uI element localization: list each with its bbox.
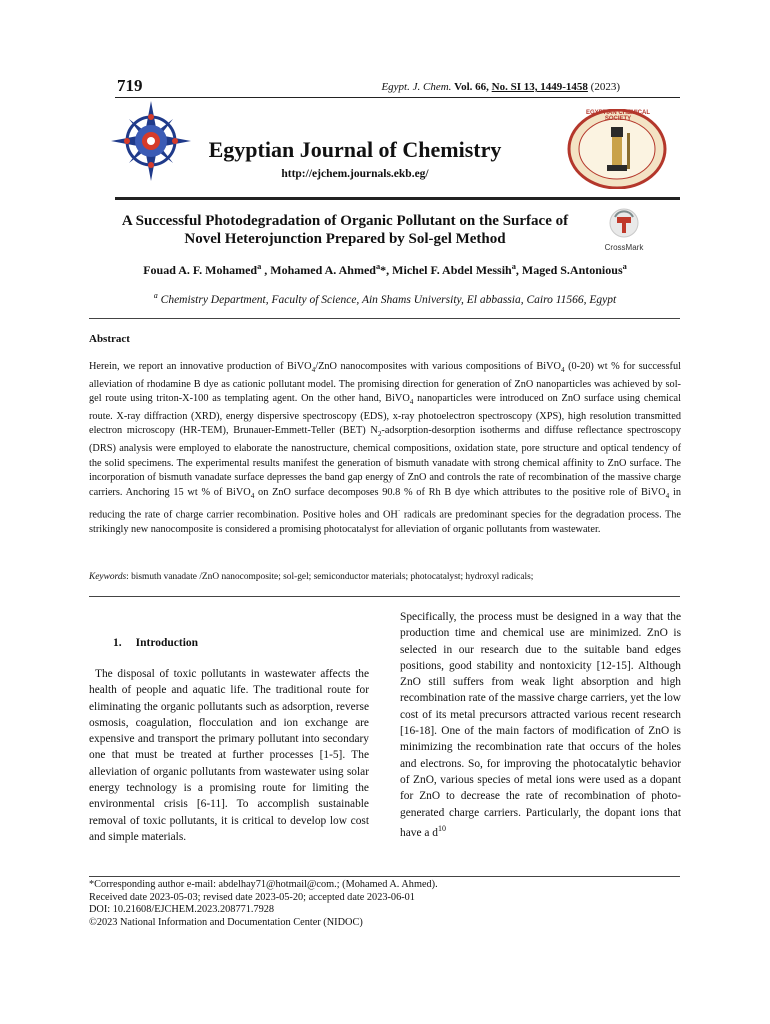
issue-pages: No. SI 13, 1449-1458: [491, 81, 588, 93]
subscript: 4: [665, 491, 670, 500]
author-affil-marker: a: [511, 262, 516, 271]
author-list: [105, 262, 665, 278]
article-title-line-2: Novel Heterojunction Prepared by Sol-gel Method: [184, 231, 506, 247]
left-column-text: The disposal of toxic pollutants in wastewater affects the health of people and aquatic life. The traditional route for eliminating the organic pollutants such as adsorption, reverse osmosis, coagulation, flocculation and ion exchange are expensive and transport the primary pollutant into secondary one that must be treated at further processes [1-5]. The alleviation of organic pollutants from wastewater using solar energy technology is a promising route for limiting the environmental crisis [6-11]. To accomplish sustainable removal of toxic pollutants, it is critical to develop low cost and simple materials.: [89, 668, 369, 843]
footnote-rule: [89, 876, 680, 877]
journal-url-link[interactable]: http://ejchem.journals.ekb.eg/: [281, 168, 429, 180]
author-affil-marker: a: [622, 262, 627, 271]
author-affil-marker: a: [257, 262, 262, 271]
section-rule: [89, 318, 680, 319]
corresponding-marker: *: [380, 263, 387, 277]
abstract-text: in reducing the rate of charge carrier recombination. Positive holes and OH: [89, 486, 681, 520]
abstract-heading: Abstract: [89, 333, 130, 345]
abstract-body: [89, 360, 681, 537]
section-number: 1.: [113, 637, 122, 649]
right-column-text: [400, 609, 681, 841]
superscript: ·: [397, 506, 401, 515]
subscript: 4: [409, 398, 414, 407]
page-number: 719: [117, 76, 143, 95]
keywords-rule: [89, 596, 680, 597]
section-heading: [113, 637, 198, 649]
journal-abbreviation: Egypt. J. Chem.: [381, 81, 452, 93]
copyright-note: ©2023 National Information and Documentation Center (NIDOC): [89, 916, 363, 928]
article-title-line-1: A Successful Photodegradation of Organic Pollutant on the Surface of: [121, 213, 569, 229]
society-logo-text: EGYPTIAN CHEMICAL SOCIETY: [585, 110, 650, 122]
journal-citation: [340, 81, 620, 93]
author-name: , Michel F. Abdel Messih: [386, 263, 512, 277]
superscript: 10: [437, 823, 446, 833]
section-title: Introduction: [135, 637, 199, 649]
subscript: 4: [311, 366, 316, 375]
crossmark-icon: [598, 207, 650, 239]
affiliation: [100, 291, 670, 306]
footnotes: [89, 879, 681, 929]
year: (2023): [590, 81, 620, 93]
article-title: [100, 212, 590, 248]
right-column-body: Specifically, the process must be designed in a way that the production time and chemical use are minimized. ZnO is selected in our research due to the suitable band edges positions, good stability and nontoxicity [12-15]. Although ZnO still suffers from weak light absorption and high recombination rate of the massive charge carriers, yet the low cost of its metal precursors attracted various recent research [16-18]. One of the main factors of modification of ZnO is minimizing the recombination rate that occurs of the holes and electrons. So, for improving the photocatalytic behavior of ZnO, various species of metal ions were used as a dopant for ZnO to decrease the rate of recombination of photo-generated charge carriers. Particularly, the dopant ions that have a d: [400, 611, 681, 839]
subscript: 4: [560, 366, 565, 375]
doi-note: DOI: 10.21608/EJCHEM.2023.208771.7928: [89, 904, 275, 916]
affiliation-text: Chemistry Department, Faculty of Science, Ain Shams University, El abbassia, Cairo 11566, Egypt: [157, 293, 617, 306]
keywords: [89, 572, 681, 582]
abstract-text: Herein, we report an innovative production of BiVO: [89, 361, 312, 372]
header-rule: [115, 97, 680, 98]
dates-note: Received date 2023-05-03; revised date 2023-05-20; accepted date 2023-06-01: [89, 891, 415, 903]
abstract-text: on ZnO surface decomposes 90.8 % of Rh B dye which attributes to the positive role of BiVO: [254, 486, 666, 498]
corresponding-author-note: *Corresponding author e-mail: abdelhay71@hotmail@com.; (Mohamed A. Ahmed).: [89, 879, 438, 890]
volume: Vol. 66,: [454, 81, 489, 93]
author-name: Fouad A. F. Mohamed: [143, 263, 258, 277]
author-name: , Mohamed A. Ahmed: [261, 263, 376, 277]
author-name: , Maged S.Antonious: [515, 263, 623, 277]
crossmark-badge[interactable]: [598, 207, 650, 252]
author-affil-marker: a: [375, 262, 381, 271]
abstract-text: radicals are predominant species for the degradation process. The strikingly new nanocomposite is considered a promising photocatalyst for alleviation of organic pollutants from wastewater.: [89, 508, 682, 535]
crossmark-label: CrossMark: [604, 243, 644, 252]
abstract-text: nanoparticles were introduced on ZnO surface using chemical route. X-ray diffraction (XRD), energy dispersive spectroscopy (EDS), x-ray photoelectron spectroscopy (XPS), high resolution transmitted electron microscopy (HR-TEM), Brunauer-Emmett-Teller (BET) N: [89, 393, 681, 437]
subscript: 2: [377, 430, 382, 439]
abstract-text: (0-20) wt % for successful alleviation of rhodamine B dye as cationic pollutant model. The promising direction for generation of ZnO nanoparticles was achieved by sol-gel route using triton-X-100 as templating agent. On the other hand, BiVO: [89, 361, 681, 405]
abstract-text: -adsorption-desorption isotherms and diffuse reflectance spectroscopy (DRS) analysis were employed to elaborate the nanostructure, chemical compositions, oxidation state, pore structure and optical tendency of the solid specimens. The experimental results manifest the generation of bismuth vanadate with strong chemical affinity to ZnO surface. The incorporation of bismuth vanadate surface depresses the band gap energy of ZnO and controls the rate of recombination of the massive charge carriers. Anchoring 15 wt % of BiVO: [89, 425, 681, 498]
subscript: 4: [250, 491, 255, 500]
journal-title: Egyptian Journal of Chemistry: [208, 137, 502, 162]
keywords-text: : bismuth vanadate /ZnO nanocomposite; sol-gel; semiconductor materials; photocatalyst; hydroxyl radicals;: [126, 572, 534, 582]
masthead-rule: [115, 197, 680, 200]
abstract-text: /ZnO nanocomposites with various compositions of BiVO: [315, 361, 561, 372]
keywords-label: Keywords: [89, 572, 127, 582]
affil-marker: a: [153, 291, 158, 300]
